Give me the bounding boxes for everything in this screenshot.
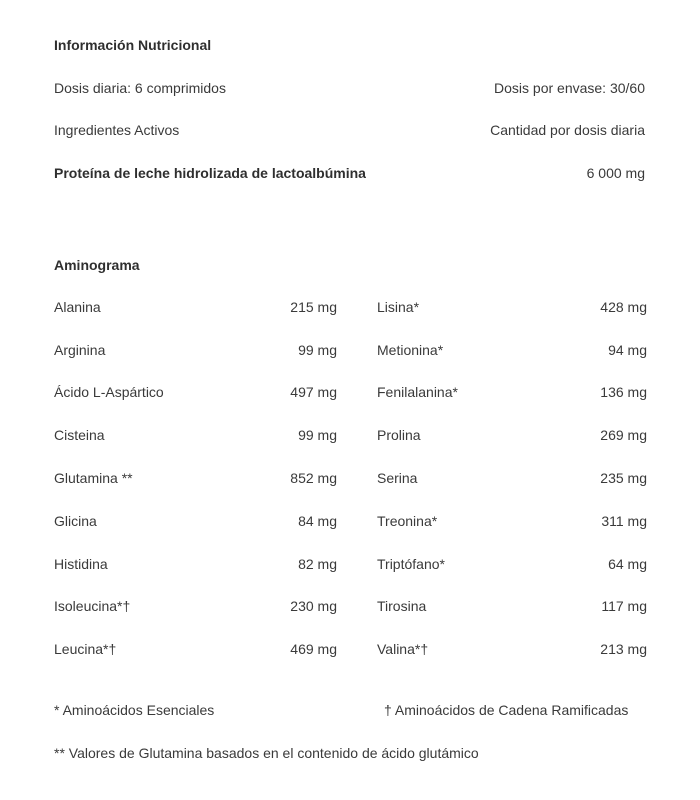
daily-dose: Dosis diaria: 6 comprimidos — [54, 80, 226, 96]
amino-name: Treonina* — [377, 513, 438, 529]
footnote-essential: * Aminoácidos Esenciales — [54, 702, 215, 718]
amino-amount: 852 mg — [290, 470, 337, 486]
amino-amount: 99 mg — [298, 342, 337, 358]
amino-amount: 269 mg — [600, 427, 647, 443]
amino-amount: 469 mg — [290, 641, 337, 657]
amino-name: Isoleucina*† — [54, 598, 131, 614]
amino-amount: 117 mg — [601, 598, 647, 614]
amino-name: Serina — [377, 470, 418, 486]
amino-amount: 497 mg — [290, 384, 337, 400]
amino-name: Histidina — [54, 556, 108, 572]
amino-amount: 82 mg — [298, 556, 337, 572]
amino-amount: 311 mg — [601, 513, 647, 529]
amino-name: Arginina — [54, 342, 106, 358]
amino-name: Metionina* — [377, 342, 444, 358]
amino-name: Glicina — [54, 513, 97, 529]
amino-amount: 136 mg — [600, 384, 647, 400]
amino-name: Valina*† — [377, 641, 429, 657]
amino-name: Fenilalanina* — [377, 384, 458, 400]
amino-amount: 235 mg — [600, 470, 647, 486]
ingredients-header: Ingredientes Activos — [54, 122, 180, 138]
amino-name: Tirosina — [377, 598, 427, 614]
aminogram-title: Aminograma — [54, 257, 140, 273]
footnote-glutamine: ** Valores de Glutamina basados en el contenido de ácido glutámico — [54, 745, 479, 761]
amino-amount: 230 mg — [290, 598, 337, 614]
amino-name: Leucina*† — [54, 641, 117, 657]
amino-name: Ácido L-Aspártico — [54, 384, 164, 400]
amino-name: Glutamina ** — [54, 470, 133, 486]
amino-amount: 84 mg — [298, 513, 337, 529]
dose-per-container: Dosis por envase: 30/60 — [494, 80, 645, 96]
amino-name: Triptófano* — [377, 556, 445, 572]
protein-amount: 6 000 mg — [586, 165, 645, 181]
footnote-branched: † Aminoácidos de Cadena Ramificadas — [384, 702, 629, 718]
amino-amount: 215 mg — [290, 299, 337, 315]
amino-amount: 99 mg — [298, 427, 337, 443]
amino-name: Alanina — [54, 299, 101, 315]
amino-amount: 94 mg — [608, 342, 647, 358]
amino-amount: 428 mg — [600, 299, 647, 315]
amino-amount: 213 mg — [600, 641, 647, 657]
amount-header: Cantidad por dosis diaria — [490, 122, 645, 138]
section-title: Información Nutricional — [54, 37, 212, 53]
amino-name: Cisteina — [54, 427, 105, 443]
amino-amount: 64 mg — [608, 556, 647, 572]
amino-name: Lisina* — [377, 299, 420, 315]
amino-name: Prolina — [377, 427, 421, 443]
protein-name: Proteína de leche hidrolizada de lactoalbúmina — [54, 165, 366, 181]
